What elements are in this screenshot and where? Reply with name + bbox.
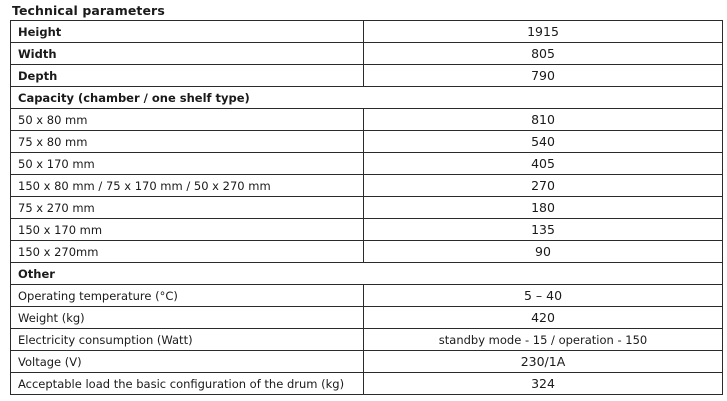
table-row bbox=[11, 153, 723, 175]
table-row bbox=[11, 329, 723, 351]
row-value: 270 bbox=[364, 175, 723, 197]
row-value: 135 bbox=[364, 219, 723, 241]
row-value: 420 bbox=[364, 307, 723, 329]
row-label: Operating temperature (°C) bbox=[11, 285, 364, 307]
row-label: Electricity consumption (Watt) bbox=[11, 329, 364, 351]
table-row-height bbox=[11, 21, 723, 43]
row-label: 50 x 80 mm bbox=[11, 109, 364, 131]
table-row bbox=[11, 131, 723, 153]
page-title: Technical parameters bbox=[12, 3, 165, 18]
row-label: 75 x 270 mm bbox=[11, 197, 364, 219]
row-label: Acceptable load the basic configuration of the drum (kg) bbox=[11, 373, 364, 395]
row-value: 805 bbox=[364, 43, 723, 65]
section-header-capacity bbox=[11, 87, 723, 109]
row-label: Voltage (V) bbox=[11, 351, 364, 373]
section-header-other bbox=[11, 263, 723, 285]
table-row bbox=[11, 307, 723, 329]
section-heading: Other bbox=[11, 263, 723, 285]
row-value: 810 bbox=[364, 109, 723, 131]
row-value: 5 – 40 bbox=[364, 285, 723, 307]
row-label: Width bbox=[11, 43, 364, 65]
row-value: 405 bbox=[364, 153, 723, 175]
row-label: 75 x 80 mm bbox=[11, 131, 364, 153]
table-row bbox=[11, 175, 723, 197]
row-label: 150 x 270mm bbox=[11, 241, 364, 263]
row-value: 180 bbox=[364, 197, 723, 219]
row-value: 790 bbox=[364, 65, 723, 87]
table-row bbox=[11, 285, 723, 307]
row-label: 50 x 170 mm bbox=[11, 153, 364, 175]
row-label: 150 x 170 mm bbox=[11, 219, 364, 241]
row-value: 540 bbox=[364, 131, 723, 153]
row-value: 90 bbox=[364, 241, 723, 263]
technical-parameters-table bbox=[10, 20, 723, 395]
row-label: 150 x 80 mm / 75 x 170 mm / 50 x 270 mm bbox=[11, 175, 364, 197]
table-row bbox=[11, 197, 723, 219]
row-label: Depth bbox=[11, 65, 364, 87]
table-row bbox=[11, 351, 723, 373]
table-row bbox=[11, 109, 723, 131]
row-value: 324 bbox=[364, 373, 723, 395]
table-row bbox=[11, 373, 723, 395]
table-row bbox=[11, 241, 723, 263]
row-value: 230/1A bbox=[364, 351, 723, 373]
row-value: 1915 bbox=[364, 21, 723, 43]
row-label: Weight (kg) bbox=[11, 307, 364, 329]
section-heading: Capacity (chamber / one shelf type) bbox=[11, 87, 723, 109]
row-value: standby mode - 15 / operation - 150 bbox=[364, 329, 723, 351]
table-row-width bbox=[11, 43, 723, 65]
table-row bbox=[11, 219, 723, 241]
table-row-depth bbox=[11, 65, 723, 87]
row-label: Height bbox=[11, 21, 364, 43]
